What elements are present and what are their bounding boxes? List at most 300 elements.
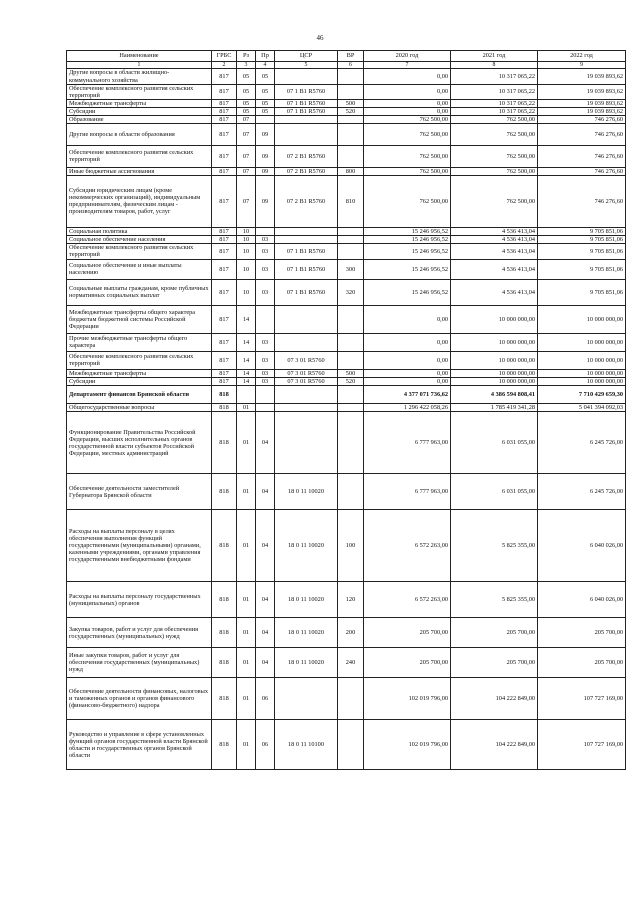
row-pr: 03 bbox=[256, 351, 275, 369]
row-vr bbox=[338, 720, 364, 770]
row-grbs: 818 bbox=[212, 404, 237, 412]
row-grbs: 818 bbox=[212, 412, 237, 474]
column-number: 9 bbox=[538, 62, 626, 69]
row-amount-2022: 19 039 893,62 bbox=[538, 99, 626, 107]
row-amount-2021: 10 000 000,00 bbox=[451, 378, 538, 386]
row-grbs: 817 bbox=[212, 235, 237, 243]
table-row bbox=[67, 378, 626, 386]
row-vr bbox=[338, 386, 364, 404]
row-rz: 05 bbox=[237, 107, 256, 115]
row-csr bbox=[275, 235, 338, 243]
table-row bbox=[67, 474, 626, 510]
row-name: Другие вопросы в области образования bbox=[67, 123, 212, 145]
row-grbs: 818 bbox=[212, 618, 237, 648]
row-rz bbox=[237, 386, 256, 404]
page-number: 46 bbox=[316, 34, 324, 42]
row-vr: 810 bbox=[338, 175, 364, 227]
column-number: 4 bbox=[256, 62, 275, 69]
row-name: Общегосударственные вопросы bbox=[67, 404, 212, 412]
row-name: Обеспечение комплексного развития сельских территорий bbox=[67, 84, 212, 99]
row-amount-2022: 10 000 000,00 bbox=[538, 369, 626, 377]
row-csr: 07 2 В1 R5760 bbox=[275, 175, 338, 227]
row-csr: 07 2 В1 R5760 bbox=[275, 145, 338, 167]
row-amount-2022: 9 705 851,06 bbox=[538, 243, 626, 259]
row-amount-2020: 0,00 bbox=[364, 99, 451, 107]
row-amount-2022: 746 276,60 bbox=[538, 115, 626, 123]
row-amount-2021: 10 000 000,00 bbox=[451, 305, 538, 333]
table-row bbox=[67, 351, 626, 369]
row-name: Межбюджетные трансферты общего характера бюджетам бюджетной системы Российской Федерации bbox=[67, 305, 212, 333]
row-amount-2020: 6 572 263,00 bbox=[364, 582, 451, 618]
header-name: Наименование bbox=[67, 51, 212, 62]
row-rz: 01 bbox=[237, 648, 256, 678]
row-amount-2020: 205 700,00 bbox=[364, 648, 451, 678]
row-csr: 07 3 01 R5760 bbox=[275, 378, 338, 386]
row-amount-2020: 762 500,00 bbox=[364, 175, 451, 227]
row-name: Социальное обеспечение и иные выплаты населению bbox=[67, 259, 212, 279]
table-body bbox=[67, 69, 626, 770]
row-pr: 05 bbox=[256, 69, 275, 84]
row-amount-2021: 10 000 000,00 bbox=[451, 369, 538, 377]
row-pr bbox=[256, 227, 275, 235]
row-pr: 05 bbox=[256, 107, 275, 115]
budget-table bbox=[66, 50, 626, 770]
row-name: Социальное обеспечение населения bbox=[67, 235, 212, 243]
row-csr: 07 1 В1 R5760 bbox=[275, 107, 338, 115]
row-grbs: 817 bbox=[212, 115, 237, 123]
table-row bbox=[67, 404, 626, 412]
row-vr bbox=[338, 84, 364, 99]
row-amount-2022: 9 705 851,06 bbox=[538, 235, 626, 243]
column-number: 2 bbox=[212, 62, 237, 69]
table-row bbox=[67, 145, 626, 167]
row-name: Иные закупки товаров, работ и услуг для обеспечения государственных (муниципальных) нужд bbox=[67, 648, 212, 678]
table-row bbox=[67, 648, 626, 678]
row-vr: 800 bbox=[338, 167, 364, 175]
row-name: Социальная политика bbox=[67, 227, 212, 235]
row-rz: 14 bbox=[237, 305, 256, 333]
row-csr bbox=[275, 123, 338, 145]
row-amount-2022: 746 276,60 bbox=[538, 145, 626, 167]
row-vr bbox=[338, 474, 364, 510]
row-pr: 09 bbox=[256, 145, 275, 167]
row-rz: 01 bbox=[237, 412, 256, 474]
row-amount-2020: 0,00 bbox=[364, 69, 451, 84]
row-amount-2020: 4 377 071 736,62 bbox=[364, 386, 451, 404]
row-amount-2020: 15 246 956,52 bbox=[364, 279, 451, 305]
column-number: 7 bbox=[364, 62, 451, 69]
row-amount-2020: 762 500,00 bbox=[364, 123, 451, 145]
row-csr: 07 2 В1 R5760 bbox=[275, 167, 338, 175]
row-name: Обеспечение комплексного развития сельских территорий bbox=[67, 243, 212, 259]
row-pr bbox=[256, 115, 275, 123]
row-amount-2022: 746 276,60 bbox=[538, 175, 626, 227]
table-row bbox=[67, 123, 626, 145]
header-grbs: ГРБС bbox=[212, 51, 237, 62]
row-amount-2021: 104 222 849,00 bbox=[451, 720, 538, 770]
row-amount-2021: 10 000 000,00 bbox=[451, 333, 538, 351]
row-rz: 01 bbox=[237, 582, 256, 618]
row-amount-2020: 15 246 956,52 bbox=[364, 243, 451, 259]
row-amount-2022: 6 245 726,00 bbox=[538, 412, 626, 474]
row-amount-2021: 10 000 000,00 bbox=[451, 351, 538, 369]
row-grbs: 817 bbox=[212, 99, 237, 107]
row-pr: 04 bbox=[256, 412, 275, 474]
row-pr: 09 bbox=[256, 175, 275, 227]
row-amount-2022: 107 727 169,00 bbox=[538, 720, 626, 770]
row-amount-2021: 6 031 055,00 bbox=[451, 474, 538, 510]
header-vr: ВР bbox=[338, 51, 364, 62]
header-csr: ЦСР bbox=[275, 51, 338, 62]
row-vr: 500 bbox=[338, 369, 364, 377]
table-row bbox=[67, 259, 626, 279]
row-amount-2021: 10 317 065,22 bbox=[451, 84, 538, 99]
row-amount-2022: 746 276,60 bbox=[538, 167, 626, 175]
row-csr bbox=[275, 404, 338, 412]
row-pr: 09 bbox=[256, 123, 275, 145]
table-row bbox=[67, 369, 626, 377]
row-name: Другие вопросы в области жилищно-коммунального хозяйства bbox=[67, 69, 212, 84]
row-amount-2021: 4 536 413,04 bbox=[451, 279, 538, 305]
row-name: Расходы на выплаты персоналу в целях обеспечения выполнения функций государственными (муниципальными) органами, казенными учреждениями, органами управления государственными внебюджетными фондами bbox=[67, 510, 212, 582]
row-rz: 10 bbox=[237, 235, 256, 243]
row-grbs: 817 bbox=[212, 84, 237, 99]
row-amount-2020: 1 296 422 058,26 bbox=[364, 404, 451, 412]
row-amount-2021: 10 317 065,22 bbox=[451, 69, 538, 84]
table-row bbox=[67, 84, 626, 99]
row-name: Иные бюджетные ассигнования bbox=[67, 167, 212, 175]
row-vr bbox=[338, 235, 364, 243]
row-csr bbox=[275, 69, 338, 84]
row-amount-2020: 0,00 bbox=[364, 333, 451, 351]
row-pr: 03 bbox=[256, 235, 275, 243]
row-amount-2022: 5 041 394 092,03 bbox=[538, 404, 626, 412]
table-row bbox=[67, 69, 626, 84]
row-amount-2021: 5 825 355,00 bbox=[451, 510, 538, 582]
row-vr: 240 bbox=[338, 648, 364, 678]
row-rz: 10 bbox=[237, 279, 256, 305]
row-grbs: 818 bbox=[212, 678, 237, 720]
row-vr: 500 bbox=[338, 99, 364, 107]
row-grbs: 817 bbox=[212, 305, 237, 333]
table-row bbox=[67, 305, 626, 333]
row-vr bbox=[338, 351, 364, 369]
row-amount-2022: 746 276,60 bbox=[538, 123, 626, 145]
row-name: Субсидии bbox=[67, 378, 212, 386]
row-rz: 05 bbox=[237, 99, 256, 107]
table-row bbox=[67, 678, 626, 720]
row-rz: 01 bbox=[237, 618, 256, 648]
row-amount-2021: 4 536 413,04 bbox=[451, 259, 538, 279]
row-pr: 03 bbox=[256, 279, 275, 305]
row-amount-2020: 0,00 bbox=[364, 107, 451, 115]
row-name: Руководство и управление в сфере установленных функций органов государственной власти Брянской области и государственных органов Брянской области bbox=[67, 720, 212, 770]
row-name: Социальные выплаты гражданам, кроме публичных нормативных социальных выплат bbox=[67, 279, 212, 305]
row-name: Расходы на выплаты персоналу государственных (муниципальных) органов bbox=[67, 582, 212, 618]
table-row bbox=[67, 167, 626, 175]
header-rz: Рз bbox=[237, 51, 256, 62]
row-rz: 01 bbox=[237, 510, 256, 582]
row-amount-2021: 762 500,00 bbox=[451, 145, 538, 167]
row-amount-2022: 19 039 893,62 bbox=[538, 107, 626, 115]
row-name: Обеспечение деятельности финансовых, налоговых и таможенных органов и органов финансового (финансово-бюджетного) надзора bbox=[67, 678, 212, 720]
row-amount-2021: 4 536 413,04 bbox=[451, 243, 538, 259]
row-name: Функционирование Правительства Российской Федерации, высших исполнительных органов государственной власти субъектов Российской Федерации, местных администраций bbox=[67, 412, 212, 474]
row-name: Субсидии bbox=[67, 107, 212, 115]
row-pr: 04 bbox=[256, 648, 275, 678]
column-number-row bbox=[67, 62, 626, 69]
row-csr bbox=[275, 227, 338, 235]
row-amount-2020: 0,00 bbox=[364, 351, 451, 369]
row-rz: 10 bbox=[237, 243, 256, 259]
row-rz: 10 bbox=[237, 227, 256, 235]
table-row bbox=[67, 227, 626, 235]
column-number: 1 bbox=[67, 62, 212, 69]
row-rz: 14 bbox=[237, 369, 256, 377]
row-rz: 07 bbox=[237, 167, 256, 175]
row-amount-2022: 9 705 851,06 bbox=[538, 227, 626, 235]
row-amount-2022: 7 710 429 659,30 bbox=[538, 386, 626, 404]
row-rz: 07 bbox=[237, 123, 256, 145]
row-amount-2022: 205 700,00 bbox=[538, 618, 626, 648]
row-name: Обеспечение деятельности заместителей Губернатора Брянской области bbox=[67, 474, 212, 510]
table-row bbox=[67, 243, 626, 259]
row-amount-2022: 19 039 893,62 bbox=[538, 69, 626, 84]
table-row bbox=[67, 386, 626, 404]
row-amount-2021: 762 500,00 bbox=[451, 167, 538, 175]
table-row bbox=[67, 235, 626, 243]
row-amount-2020: 15 246 956,52 bbox=[364, 259, 451, 279]
table-row bbox=[67, 720, 626, 770]
row-rz: 01 bbox=[237, 474, 256, 510]
row-vr bbox=[338, 412, 364, 474]
row-amount-2021: 4 536 413,04 bbox=[451, 235, 538, 243]
row-rz: 07 bbox=[237, 175, 256, 227]
row-vr: 200 bbox=[338, 618, 364, 648]
row-vr bbox=[338, 115, 364, 123]
row-amount-2022: 107 727 169,00 bbox=[538, 678, 626, 720]
row-pr: 03 bbox=[256, 369, 275, 377]
row-name: Закупка товаров, работ и услуг для обеспечения государственных (муниципальных) нужд bbox=[67, 618, 212, 648]
row-pr: 04 bbox=[256, 618, 275, 648]
row-csr: 18 0 11 10020 bbox=[275, 474, 338, 510]
row-grbs: 818 bbox=[212, 510, 237, 582]
row-amount-2022: 205 700,00 bbox=[538, 648, 626, 678]
row-amount-2022: 9 705 851,06 bbox=[538, 259, 626, 279]
row-pr: 09 bbox=[256, 167, 275, 175]
row-name: Обеспечение комплексного развития сельских территорий bbox=[67, 351, 212, 369]
row-amount-2021: 4 386 594 808,41 bbox=[451, 386, 538, 404]
row-vr bbox=[338, 145, 364, 167]
table-row bbox=[67, 175, 626, 227]
row-grbs: 817 bbox=[212, 279, 237, 305]
header-pr: Пр bbox=[256, 51, 275, 62]
row-pr: 03 bbox=[256, 243, 275, 259]
table-row bbox=[67, 582, 626, 618]
row-amount-2020: 6 572 263,00 bbox=[364, 510, 451, 582]
row-csr: 07 3 01 R5760 bbox=[275, 351, 338, 369]
row-amount-2021: 6 031 055,00 bbox=[451, 412, 538, 474]
row-csr bbox=[275, 386, 338, 404]
row-grbs: 817 bbox=[212, 175, 237, 227]
table-row bbox=[67, 115, 626, 123]
row-csr bbox=[275, 333, 338, 351]
row-amount-2022: 6 040 026,00 bbox=[538, 582, 626, 618]
row-name: Прочие межбюджетные трансферты общего характера bbox=[67, 333, 212, 351]
column-number: 3 bbox=[237, 62, 256, 69]
row-csr: 07 1 В1 R5760 bbox=[275, 99, 338, 107]
row-vr: 520 bbox=[338, 378, 364, 386]
row-csr: 18 0 11 10020 bbox=[275, 618, 338, 648]
column-number: 8 bbox=[451, 62, 538, 69]
row-grbs: 818 bbox=[212, 648, 237, 678]
row-vr bbox=[338, 243, 364, 259]
row-grbs: 817 bbox=[212, 378, 237, 386]
row-vr bbox=[338, 678, 364, 720]
row-amount-2022: 10 000 000,00 bbox=[538, 305, 626, 333]
row-amount-2021: 762 500,00 bbox=[451, 115, 538, 123]
row-grbs: 817 bbox=[212, 259, 237, 279]
row-grbs: 818 bbox=[212, 582, 237, 618]
row-name: Межбюджетные трансферты bbox=[67, 369, 212, 377]
row-grbs: 817 bbox=[212, 123, 237, 145]
row-vr bbox=[338, 123, 364, 145]
row-pr: 05 bbox=[256, 84, 275, 99]
row-vr: 120 bbox=[338, 582, 364, 618]
row-pr: 03 bbox=[256, 378, 275, 386]
row-pr bbox=[256, 404, 275, 412]
row-grbs: 818 bbox=[212, 474, 237, 510]
row-csr bbox=[275, 115, 338, 123]
row-amount-2022: 10 000 000,00 bbox=[538, 378, 626, 386]
table-row bbox=[67, 412, 626, 474]
table-row bbox=[67, 107, 626, 115]
row-amount-2020: 15 246 956,52 bbox=[364, 227, 451, 235]
row-rz: 01 bbox=[237, 404, 256, 412]
row-csr: 07 1 В1 R5760 bbox=[275, 84, 338, 99]
row-csr bbox=[275, 305, 338, 333]
row-grbs: 817 bbox=[212, 369, 237, 377]
row-rz: 01 bbox=[237, 678, 256, 720]
row-amount-2022: 10 000 000,00 bbox=[538, 333, 626, 351]
row-csr: 07 3 01 R5760 bbox=[275, 369, 338, 377]
row-pr: 06 bbox=[256, 720, 275, 770]
row-name: Департамент финансов Брянской области bbox=[67, 386, 212, 404]
table-row bbox=[67, 618, 626, 648]
row-vr bbox=[338, 333, 364, 351]
row-amount-2021: 1 785 419 341,28 bbox=[451, 404, 538, 412]
row-vr bbox=[338, 305, 364, 333]
row-amount-2021: 762 500,00 bbox=[451, 175, 538, 227]
row-amount-2020: 762 500,00 bbox=[364, 167, 451, 175]
row-amount-2020: 762 500,00 bbox=[364, 145, 451, 167]
row-csr bbox=[275, 678, 338, 720]
row-amount-2020: 0,00 bbox=[364, 378, 451, 386]
row-rz: 10 bbox=[237, 259, 256, 279]
row-rz: 05 bbox=[237, 69, 256, 84]
row-amount-2020: 0,00 bbox=[364, 369, 451, 377]
row-csr: 18 0 11 10020 bbox=[275, 648, 338, 678]
row-amount-2020: 15 246 956,52 bbox=[364, 235, 451, 243]
row-amount-2020: 6 777 963,00 bbox=[364, 474, 451, 510]
table-row bbox=[67, 279, 626, 305]
row-rz: 05 bbox=[237, 84, 256, 99]
row-amount-2022: 6 245 726,00 bbox=[538, 474, 626, 510]
header-2022: 2022 год bbox=[538, 51, 626, 62]
row-amount-2021: 10 317 065,22 bbox=[451, 107, 538, 115]
row-csr: 07 1 В1 R5760 bbox=[275, 243, 338, 259]
row-amount-2022: 19 039 893,62 bbox=[538, 84, 626, 99]
row-amount-2020: 0,00 bbox=[364, 305, 451, 333]
row-amount-2020: 762 500,00 bbox=[364, 115, 451, 123]
row-grbs: 817 bbox=[212, 243, 237, 259]
row-grbs: 817 bbox=[212, 69, 237, 84]
row-name: Межбюджетные трансферты bbox=[67, 99, 212, 107]
table-row bbox=[67, 510, 626, 582]
row-amount-2021: 762 500,00 bbox=[451, 123, 538, 145]
row-grbs: 817 bbox=[212, 351, 237, 369]
column-number: 5 bbox=[275, 62, 338, 69]
row-amount-2021: 205 700,00 bbox=[451, 618, 538, 648]
row-grbs: 818 bbox=[212, 386, 237, 404]
row-rz: 14 bbox=[237, 351, 256, 369]
row-name: Обеспечение комплексного развития сельских территорий bbox=[67, 145, 212, 167]
header-row bbox=[67, 51, 626, 62]
row-pr: 05 bbox=[256, 99, 275, 107]
row-grbs: 817 bbox=[212, 145, 237, 167]
row-amount-2020: 205 700,00 bbox=[364, 618, 451, 648]
row-vr: 300 bbox=[338, 259, 364, 279]
row-grbs: 817 bbox=[212, 167, 237, 175]
row-pr: 03 bbox=[256, 259, 275, 279]
row-csr: 18 0 11 10020 bbox=[275, 582, 338, 618]
row-csr: 18 0 11 10100 bbox=[275, 720, 338, 770]
row-csr: 18 0 11 10020 bbox=[275, 510, 338, 582]
row-pr: 06 bbox=[256, 678, 275, 720]
row-amount-2020: 102 019 796,00 bbox=[364, 720, 451, 770]
row-grbs: 818 bbox=[212, 720, 237, 770]
table-row bbox=[67, 333, 626, 351]
row-amount-2021: 10 317 065,22 bbox=[451, 99, 538, 107]
row-vr bbox=[338, 227, 364, 235]
row-pr: 04 bbox=[256, 510, 275, 582]
row-amount-2022: 9 705 851,06 bbox=[538, 279, 626, 305]
header-2020: 2020 год bbox=[364, 51, 451, 62]
row-name: Субсидии юридическим лицам (кроме некоммерческих организаций), индивидуальным предпринимателям, физическим лицам - производителям товаров, работ, услуг bbox=[67, 175, 212, 227]
row-grbs: 817 bbox=[212, 107, 237, 115]
row-csr bbox=[275, 412, 338, 474]
row-amount-2022: 10 000 000,00 bbox=[538, 351, 626, 369]
row-amount-2021: 4 536 413,04 bbox=[451, 227, 538, 235]
row-rz: 07 bbox=[237, 145, 256, 167]
row-amount-2020: 0,00 bbox=[364, 84, 451, 99]
row-csr: 07 1 В1 R5760 bbox=[275, 279, 338, 305]
row-amount-2021: 104 222 849,00 bbox=[451, 678, 538, 720]
row-name: Образование bbox=[67, 115, 212, 123]
row-amount-2021: 205 700,00 bbox=[451, 648, 538, 678]
row-amount-2020: 6 777 963,00 bbox=[364, 412, 451, 474]
row-pr: 04 bbox=[256, 474, 275, 510]
row-grbs: 817 bbox=[212, 227, 237, 235]
row-pr bbox=[256, 305, 275, 333]
row-vr bbox=[338, 404, 364, 412]
row-amount-2020: 102 019 796,00 bbox=[364, 678, 451, 720]
row-rz: 07 bbox=[237, 115, 256, 123]
row-pr: 03 bbox=[256, 333, 275, 351]
row-rz: 14 bbox=[237, 333, 256, 351]
row-pr bbox=[256, 386, 275, 404]
row-vr: 320 bbox=[338, 279, 364, 305]
